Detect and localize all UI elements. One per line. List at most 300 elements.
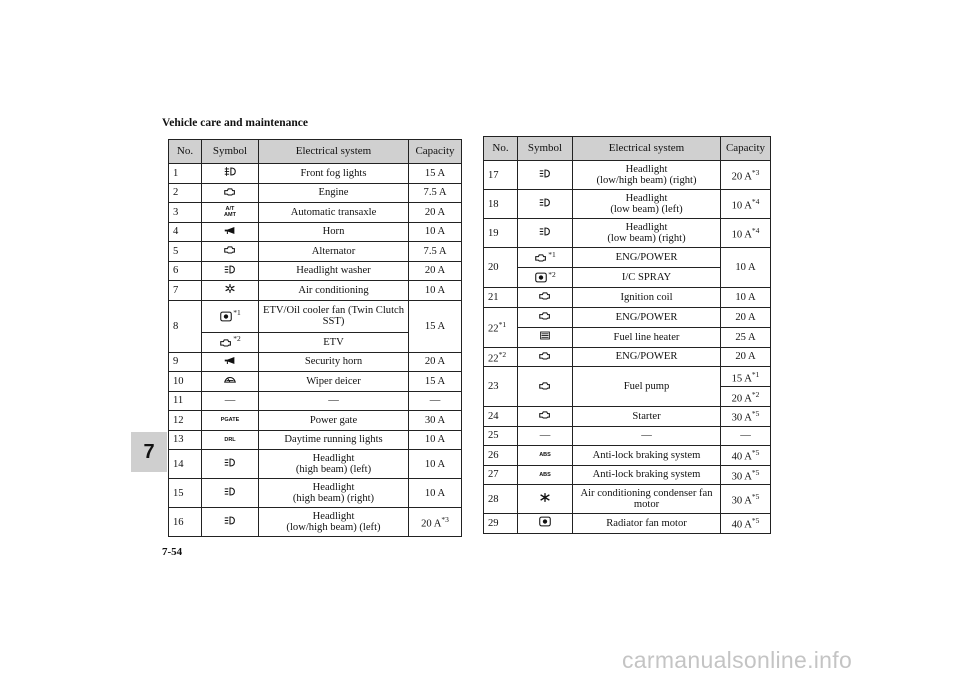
cell-electrical-system [259,450,409,479]
cell-symbol [518,465,573,485]
cell-symbol [202,261,259,281]
fuse-number: 24 [488,410,499,422]
table-row [484,307,771,327]
ic-spray-icon [534,272,548,286]
system-line: Ignition coil [620,291,673,303]
capacity-value: — [740,430,751,442]
cell-electrical-system [259,411,409,431]
cell-no [484,248,518,288]
fuse-number: 5 [173,245,179,257]
capacity-value: 15 A [424,167,446,179]
fuel-line-heater-icon [538,330,552,344]
capacity-value: 40 A [731,452,752,464]
table-row [169,203,462,223]
cell-symbol [202,164,259,184]
cell-no [169,450,202,479]
capacity-value: 10 A [424,434,446,446]
cell-symbol [518,347,573,367]
cell-symbol [202,203,259,223]
footnote-marker: *2 [548,269,556,279]
footnote-marker: *2 [498,349,507,359]
cell-capacity [409,372,462,392]
table-row [484,327,771,347]
cell-capacity [409,164,462,184]
system-line: Power gate [309,414,358,426]
capacity-value: 10 A [731,200,752,212]
cell-symbol [202,450,259,479]
cell-symbol [518,307,573,327]
headlight-washer-icon [223,264,237,278]
high-beam-icon [223,486,237,500]
low-beam-icon [538,226,552,240]
fuse-number: 22 [488,353,499,365]
capacity-value: 30 A [731,471,752,483]
footnote-marker: *1 [548,249,556,259]
fuse-number: 26 [488,449,499,461]
system-line: Air conditioning condenser fan [580,488,713,499]
capacity-value: 20 A [731,171,752,183]
capacity-value: 15 A [731,373,752,385]
cell-symbol [518,161,573,190]
system-line: SST) [322,316,345,327]
cell-no [484,190,518,219]
fuse-number: 3 [173,206,179,218]
capacity-value: 10 A [424,487,446,499]
cell-electrical-system [573,288,721,308]
cell-electrical-system [573,347,721,367]
high-beam-icon [223,457,237,471]
cell-capacity [409,508,462,537]
system-line: ENG/POWER [615,252,678,263]
table-row [484,288,771,308]
system-line: Fuel pump [623,381,670,392]
table-row [169,261,462,281]
cell-electrical-system [573,268,721,288]
etv-icon [219,337,233,351]
cell-no [169,372,202,392]
at-amt-icon-text: A/T [225,206,235,213]
at-amt-icon [224,206,236,218]
drl-icon-text: DRL [224,436,236,443]
cell-capacity [721,288,771,308]
capacity-value: 10 A [424,226,446,238]
system-line: motor [633,499,660,510]
cell-capacity [721,327,771,347]
footnote-marker: *3 [751,168,760,178]
cell-electrical-system [259,242,409,262]
system-line: (high beam) (right) [292,493,375,504]
fuse-number: 29 [488,517,499,529]
system-line: Air conditioning [298,284,369,296]
footnote-marker: *3 [441,515,449,525]
cell-capacity [721,307,771,327]
cell-symbol [202,391,259,411]
cell-capacity [409,222,462,242]
cell-no [484,288,518,308]
cell-capacity [409,281,462,301]
system-line: Daytime running lights [284,434,383,446]
section-tab: 7 [131,432,167,472]
capacity-value: 30 A [424,414,446,426]
fuse-number: 8 [173,320,179,332]
cell-electrical-system [259,261,409,281]
cell-electrical-system [259,430,409,450]
cell-symbol [202,183,259,203]
cell-no [169,242,202,262]
blank-symbol: — [539,430,551,442]
eng-power-icon [538,350,552,364]
cell-no [169,183,202,203]
eng-power-icon [538,310,552,324]
capacity-value: 30 A [731,495,752,507]
condenser-fan-icon [538,492,552,506]
fuse-number: 27 [488,469,499,481]
low-beam-icon [538,197,552,211]
table-row [484,248,771,268]
cell-electrical-system [259,479,409,508]
cell-electrical-system [573,367,721,407]
system-line: Headlight [312,482,355,493]
system-line: Headlight [625,164,668,175]
cell-no [169,352,202,372]
cell-electrical-system [259,372,409,392]
cell-no [484,307,518,347]
fuse-number: 23 [488,381,499,392]
cell-no [484,514,518,534]
cell-symbol [202,372,259,392]
table-row [169,411,462,431]
cell-electrical-system [573,426,721,446]
cell-symbol [202,332,259,352]
capacity-value: — [429,395,441,407]
capacity-value: 40 A [731,520,752,532]
footnote-marker: *1 [498,320,507,330]
system-line: Engine [318,187,349,199]
fuse-number: 11 [173,395,184,407]
fuse-number: 9 [173,356,179,368]
cell-no [484,485,518,514]
fuse-number: 19 [488,227,499,239]
starter-icon [538,409,552,423]
cell-capacity [721,387,771,407]
cell-electrical-system [573,465,721,485]
cell-electrical-system [573,248,721,268]
cell-capacity [721,465,771,485]
cell-capacity [721,485,771,514]
cell-electrical-system [573,161,721,190]
table-row [484,465,771,485]
capacity-value: 10 A [735,262,756,273]
cell-electrical-system [259,332,409,352]
table-row [484,161,771,190]
horn-icon [223,225,237,239]
fuse-number: 22 [488,323,499,335]
footnote-marker: *1 [233,308,241,318]
footnote-marker: *5 [751,516,760,526]
fuse-number: 10 [173,375,184,387]
system-line: I/C SPRAY [621,272,672,283]
table-row [169,450,462,479]
table-header-row [484,137,771,161]
footnote-marker: *1 [751,369,760,379]
etv-fan-icon [219,311,233,325]
system-line: ETV [323,336,344,348]
cell-capacity [721,347,771,367]
cell-capacity [409,242,462,262]
cell-no [484,446,518,466]
fuse-number: 13 [173,434,184,446]
cell-capacity [721,161,771,190]
cell-no [169,479,202,508]
system-line: (low beam) (right) [607,233,686,244]
cell-no [169,300,202,352]
cell-symbol [518,514,573,534]
capacity-value: 10 A [731,229,752,241]
cell-electrical-system [259,203,409,223]
abs-icon-text: ABS [539,452,551,459]
capacity-value: 20 A [424,206,446,218]
system-line: Headlight [312,511,355,522]
cell-no [169,508,202,537]
table-row [484,347,771,367]
cell-electrical-system [259,281,409,301]
header-no: No. [484,137,518,161]
system-line: Wiper deicer [306,375,361,387]
system-line: (low/high beam) (right) [596,175,697,186]
table-row [169,242,462,262]
table-row [484,485,771,514]
cell-no [169,261,202,281]
capacity-value: 30 A [731,413,752,425]
header-symbol: Symbol [202,140,259,164]
table-row [169,281,462,301]
wiper-deicer-icon [223,374,237,388]
system-line: Front fog lights [300,167,367,179]
eng-power-icon [534,252,548,266]
capacity-value: 20 A [735,351,756,363]
cell-no [169,281,202,301]
system-line: Anti-lock braking system [592,469,701,481]
system-line: Fuel line heater [613,331,680,343]
cell-capacity [409,430,462,450]
capacity-value: 25 A [735,331,756,343]
cell-capacity [721,446,771,466]
ignition-coil-icon [538,290,552,304]
cell-capacity [409,479,462,508]
table-row [484,219,771,248]
cell-symbol [518,268,573,288]
system-line: Headlight washer [296,265,371,277]
footnote-marker: *5 [751,409,760,419]
fuse-number: 28 [488,493,499,505]
footnote-marker: *2 [751,389,760,399]
abs-icon [539,472,551,478]
cell-capacity [721,248,771,288]
system-line: Headlight [625,193,668,204]
cell-electrical-system [259,508,409,537]
header-electrical-system: Electrical system [573,137,721,161]
fuse-number: 25 [488,430,499,442]
cell-symbol [518,327,573,347]
system-line: Security horn [304,356,363,368]
header-electrical-system: Electrical system [259,140,409,164]
fuse-table-right [483,136,771,534]
table-row [484,190,771,219]
cell-symbol [518,190,573,219]
table-row [484,514,771,534]
cell-symbol [202,508,259,537]
footnote-marker: *2 [233,334,241,344]
cell-symbol [202,242,259,262]
cell-capacity [721,407,771,427]
table-row [169,164,462,184]
engine-icon [223,186,237,200]
cell-no [169,164,202,184]
cell-no [484,426,518,446]
cell-electrical-system [259,183,409,203]
fuse-number: 6 [173,265,179,277]
table-row [169,352,462,372]
page-header: Vehicle care and maintenance [162,117,308,129]
capacity-value: 10 A [424,284,446,296]
header-symbol: Symbol [518,137,573,161]
capacity-value: 20 A [424,265,446,277]
power-gate-icon-text: PGATE [220,417,240,424]
table-row [484,367,771,387]
cell-symbol [202,281,259,301]
cell-symbol [202,430,259,450]
header-capacity: Capacity [409,140,462,164]
capacity-value: 15 A [424,320,446,332]
system-line: — [641,430,652,442]
table-row [169,183,462,203]
cell-capacity [721,190,771,219]
cell-capacity [409,261,462,281]
system-line: Radiator fan motor [606,517,687,529]
fuse-number: 1 [173,167,179,179]
cell-electrical-system [259,352,409,372]
system-line: Headlight [312,453,355,464]
system-line: Alternator [311,245,356,257]
cell-capacity [409,203,462,223]
cell-capacity [721,367,771,387]
alternator-icon [223,244,237,258]
capacity-value: 20 A [424,356,446,368]
cell-electrical-system [259,222,409,242]
cell-symbol [518,426,573,446]
system-line: Automatic transaxle [290,206,377,218]
capacity-value: 20 A [735,311,756,323]
table-row [484,446,771,466]
cell-electrical-system [573,407,721,427]
table-header-row [169,140,462,164]
cell-electrical-system [259,300,409,332]
fuse-number: 17 [488,169,499,181]
cell-no [484,407,518,427]
capacity-value: 15 A [424,375,446,387]
fuse-number: 15 [173,487,184,499]
radiator-fan-icon [538,516,552,530]
system-line: ENG/POWER [615,311,678,323]
fuse-number: 20 [488,262,499,273]
cell-capacity [409,411,462,431]
system-line: (low beam) (left) [610,204,683,215]
cell-no [484,367,518,407]
cell-no [484,347,518,367]
cell-electrical-system [573,485,721,514]
cell-electrical-system [259,391,409,411]
cell-electrical-system [573,514,721,534]
cell-electrical-system [573,446,721,466]
cell-symbol [518,288,573,308]
system-line: (high beam) (left) [295,464,372,475]
security-horn-icon [223,355,237,369]
cell-no [169,430,202,450]
fuse-number: 16 [173,516,184,528]
cell-no [484,161,518,190]
capacity-value: 7.5 A [423,245,447,257]
cell-capacity [409,183,462,203]
fuse-number: 14 [173,458,184,470]
system-line: ENG/POWER [615,351,678,363]
drl-icon [224,437,235,443]
footnote-marker: *4 [751,197,760,207]
cell-capacity [721,426,771,446]
system-line: Anti-lock braking system [592,449,701,461]
cell-symbol [202,352,259,372]
cell-capacity [721,219,771,248]
fuse-number: 18 [488,198,499,210]
fuse-number: 4 [173,226,179,238]
cell-electrical-system [573,307,721,327]
cell-no [169,203,202,223]
page-number: 7-54 [162,546,183,558]
table-row [169,300,462,332]
fuse-number: 12 [173,414,184,426]
table-row [169,372,462,392]
footnote-marker: *5 [751,448,760,458]
cell-electrical-system [573,219,721,248]
table-row [169,508,462,537]
air-conditioning-icon [223,283,237,297]
footnote-marker: *4 [751,226,760,236]
cell-symbol [202,411,259,431]
cell-symbol [202,479,259,508]
low-high-beam-icon [538,168,552,182]
table-row [169,430,462,450]
abs-icon [539,452,551,458]
cell-symbol [202,222,259,242]
cell-electrical-system [573,190,721,219]
system-line: Horn [322,226,345,238]
power-gate-icon [221,417,240,423]
capacity-value: 10 A [424,458,446,470]
capacity-value: 20 A [421,518,442,530]
cell-capacity [409,300,462,352]
table-row [484,407,771,427]
cell-no [484,219,518,248]
fog-light-icon [223,166,237,180]
table-row [169,479,462,508]
fuse-number: 2 [173,187,179,199]
cell-capacity [721,514,771,534]
cell-symbol [518,248,573,268]
system-line: — [328,395,339,407]
footnote-marker: *5 [751,492,760,502]
system-line: (low/high beam) (left) [286,522,381,533]
cell-symbol [518,367,573,407]
cell-symbol [518,219,573,248]
